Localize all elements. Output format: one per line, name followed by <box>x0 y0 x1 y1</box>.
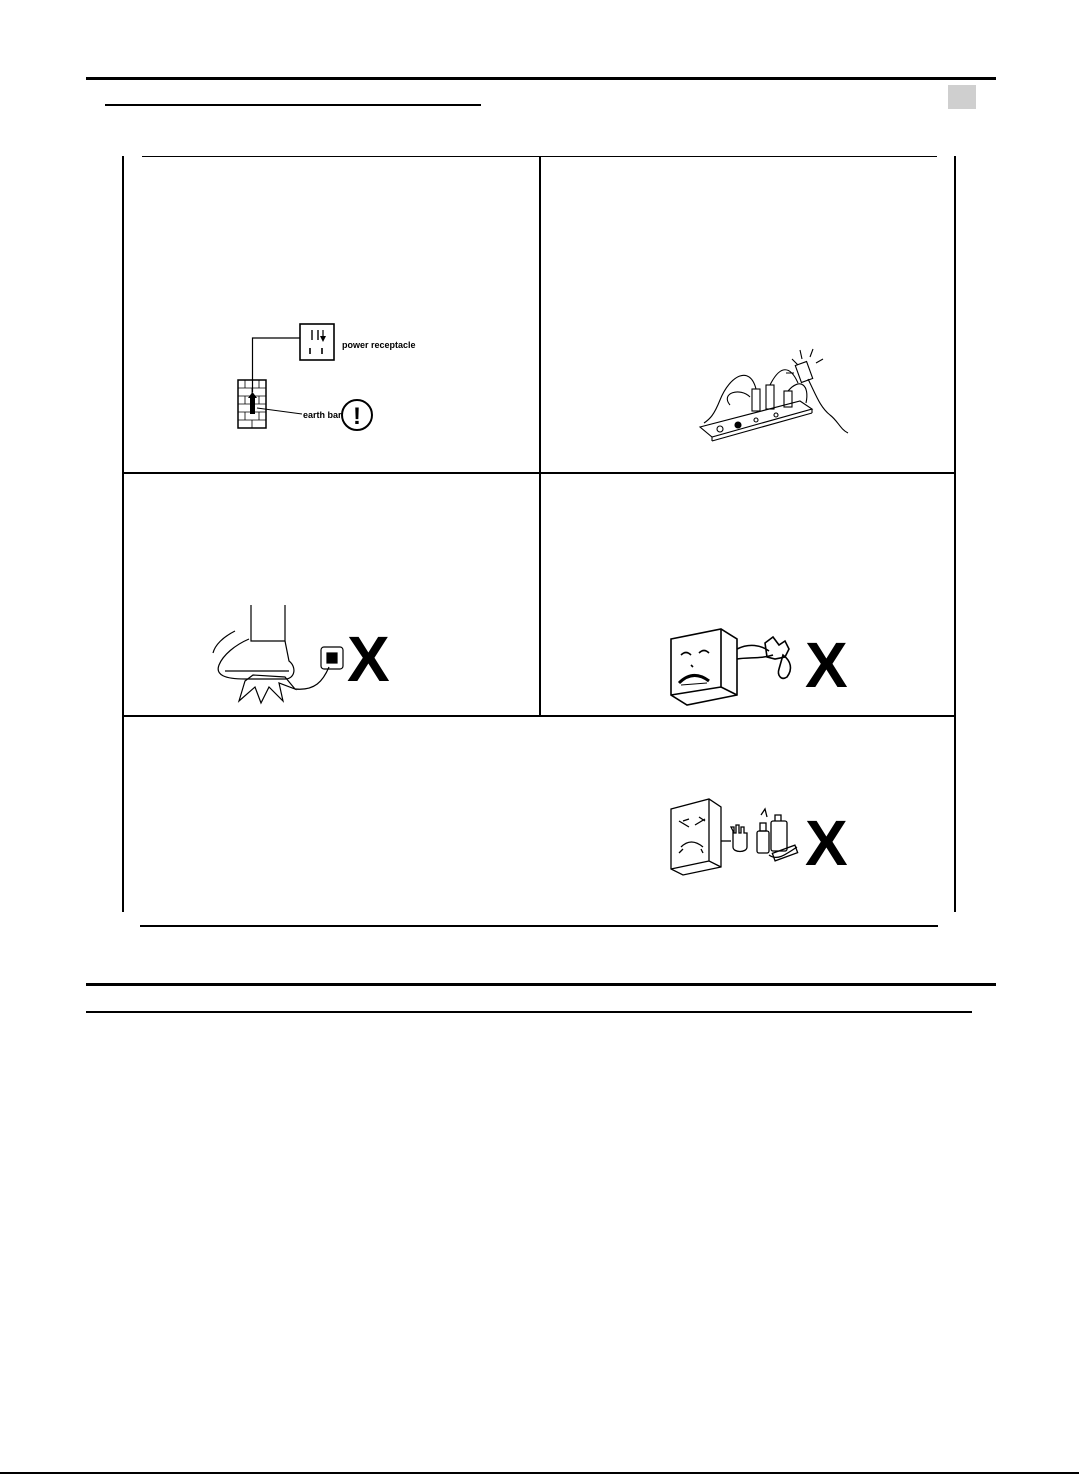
section-rule-top <box>86 983 996 986</box>
table-bottom-border <box>140 925 938 927</box>
table-middle-divider <box>539 156 541 716</box>
table-right-border <box>954 156 956 912</box>
table-row-divider-1 <box>122 472 956 474</box>
overloaded-power-strip-icon <box>690 345 860 445</box>
page-tab-marker <box>948 85 976 109</box>
section-title-underline <box>86 1011 972 1013</box>
header-title-underline <box>105 104 481 106</box>
earth-bar-label: earth bar <box>303 410 342 420</box>
pulling-plug-by-cord-icon <box>665 625 865 715</box>
foot-on-plug-icon <box>205 605 405 705</box>
power-receptacle-label: power receptacle <box>342 340 416 350</box>
table-left-border <box>122 156 124 912</box>
header-rule-top <box>86 77 996 80</box>
prohibited-x-mark: X <box>805 629 848 701</box>
warning-symbol: ! <box>353 403 361 430</box>
prohibited-x-mark: X <box>347 623 390 695</box>
footer-rule <box>0 1472 1079 1474</box>
table-row-divider-2 <box>122 715 956 717</box>
prohibited-x-mark: X <box>805 807 848 879</box>
grounding-diagram-icon <box>230 318 440 438</box>
flammables-near-appliance-icon <box>665 795 865 880</box>
